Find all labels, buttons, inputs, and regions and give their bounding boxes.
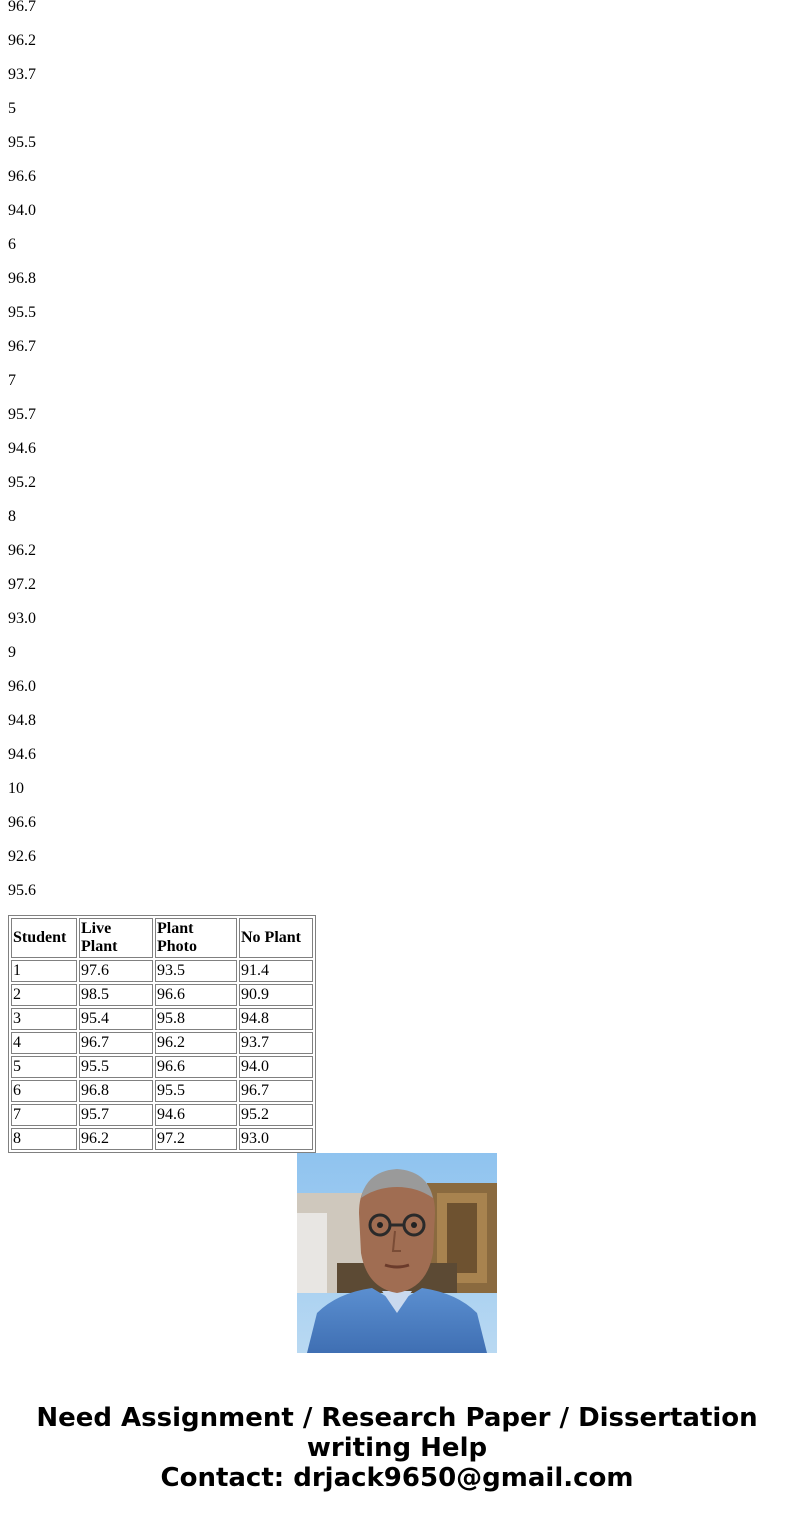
list-value: 96.7 <box>8 338 36 355</box>
table-cell: 5 <box>11 1056 77 1078</box>
table-scroll-container[interactable] <box>8 915 318 1147</box>
table-cell: 98.5 <box>79 984 153 1006</box>
table-row <box>11 1080 313 1102</box>
table-cell: 96.8 <box>79 1080 153 1102</box>
list-value: 96.0 <box>8 678 36 695</box>
column-header-live-plant: Live Plant <box>79 918 153 958</box>
list-value: 95.7 <box>8 406 36 423</box>
list-value: 92.6 <box>8 848 36 865</box>
table-cell: 95.8 <box>155 1008 237 1030</box>
table-cell: 6 <box>11 1080 77 1102</box>
column-header-student: Student <box>11 918 77 958</box>
table-cell: 1 <box>11 960 77 982</box>
table-cell: 95.2 <box>239 1104 313 1126</box>
cta-contact-line[interactable]: Contact: drjack9650@gmail.com <box>160 1463 634 1493</box>
table-cell: 96.2 <box>155 1032 237 1054</box>
table-cell: 94.8 <box>239 1008 313 1030</box>
table-cell: 95.5 <box>155 1080 237 1102</box>
table-row <box>11 1128 313 1150</box>
table-cell: 95.7 <box>79 1104 153 1126</box>
list-value: 5 <box>8 100 16 117</box>
list-value: 10 <box>8 780 24 797</box>
table-cell: 97.6 <box>79 960 153 982</box>
list-value: 95.5 <box>8 134 36 151</box>
table-row <box>11 984 313 1006</box>
list-value: 7 <box>8 372 16 389</box>
table-cell: 96.7 <box>239 1080 313 1102</box>
contact-banner <box>0 1403 794 1493</box>
list-value: 95.5 <box>8 304 36 321</box>
table-cell: 94.0 <box>239 1056 313 1078</box>
table-cell: 94.6 <box>155 1104 237 1126</box>
table-cell: 95.5 <box>79 1056 153 1078</box>
table-row <box>11 1032 313 1054</box>
list-value: 93.0 <box>8 610 36 627</box>
table-row <box>11 1008 313 1030</box>
column-header-plant-photo: Plant Photo <box>155 918 237 958</box>
value-list <box>8 0 36 908</box>
list-value: 95.2 <box>8 474 36 491</box>
table-cell: 7 <box>11 1104 77 1126</box>
table-cell: 93.0 <box>239 1128 313 1150</box>
data-table <box>8 915 316 1153</box>
column-header-no-plant: No Plant <box>239 918 313 958</box>
cta-line-1: Need Assignment / Research Paper / Dissertation <box>36 1403 758 1433</box>
avatar <box>297 1153 497 1353</box>
table-row <box>11 1056 313 1078</box>
list-value: 6 <box>8 236 16 253</box>
list-value: 94.6 <box>8 440 36 457</box>
list-value: 95.6 <box>8 882 36 899</box>
list-value: 97.2 <box>8 576 36 593</box>
list-value: 96.7 <box>8 0 36 15</box>
table-cell: 96.2 <box>79 1128 153 1150</box>
table-cell: 93.5 <box>155 960 237 982</box>
table-cell: 93.7 <box>239 1032 313 1054</box>
table-row <box>11 1104 313 1126</box>
table-cell: 95.4 <box>79 1008 153 1030</box>
list-value: 96.6 <box>8 168 36 185</box>
table-cell: 4 <box>11 1032 77 1054</box>
table-cell: 97.2 <box>155 1128 237 1150</box>
table-header-row <box>11 918 313 958</box>
list-value: 94.6 <box>8 746 36 763</box>
table-cell: 96.6 <box>155 984 237 1006</box>
table-cell: 8 <box>11 1128 77 1150</box>
list-value: 96.6 <box>8 814 36 831</box>
table-cell: 91.4 <box>239 960 313 982</box>
list-value: 96.8 <box>8 270 36 287</box>
person-portrait-icon <box>297 1153 497 1353</box>
table-cell: 3 <box>11 1008 77 1030</box>
table-cell: 96.7 <box>79 1032 153 1054</box>
table-cell: 2 <box>11 984 77 1006</box>
list-value: 8 <box>8 508 16 525</box>
list-value: 94.0 <box>8 202 36 219</box>
table-cell: 90.9 <box>239 984 313 1006</box>
list-value: 94.8 <box>8 712 36 729</box>
table-cell: 96.6 <box>155 1056 237 1078</box>
list-value: 9 <box>8 644 16 661</box>
list-value: 96.2 <box>8 32 36 49</box>
list-value: 96.2 <box>8 542 36 559</box>
cta-line-2: writing Help <box>306 1433 488 1463</box>
table-row <box>11 960 313 982</box>
list-value: 93.7 <box>8 66 36 83</box>
